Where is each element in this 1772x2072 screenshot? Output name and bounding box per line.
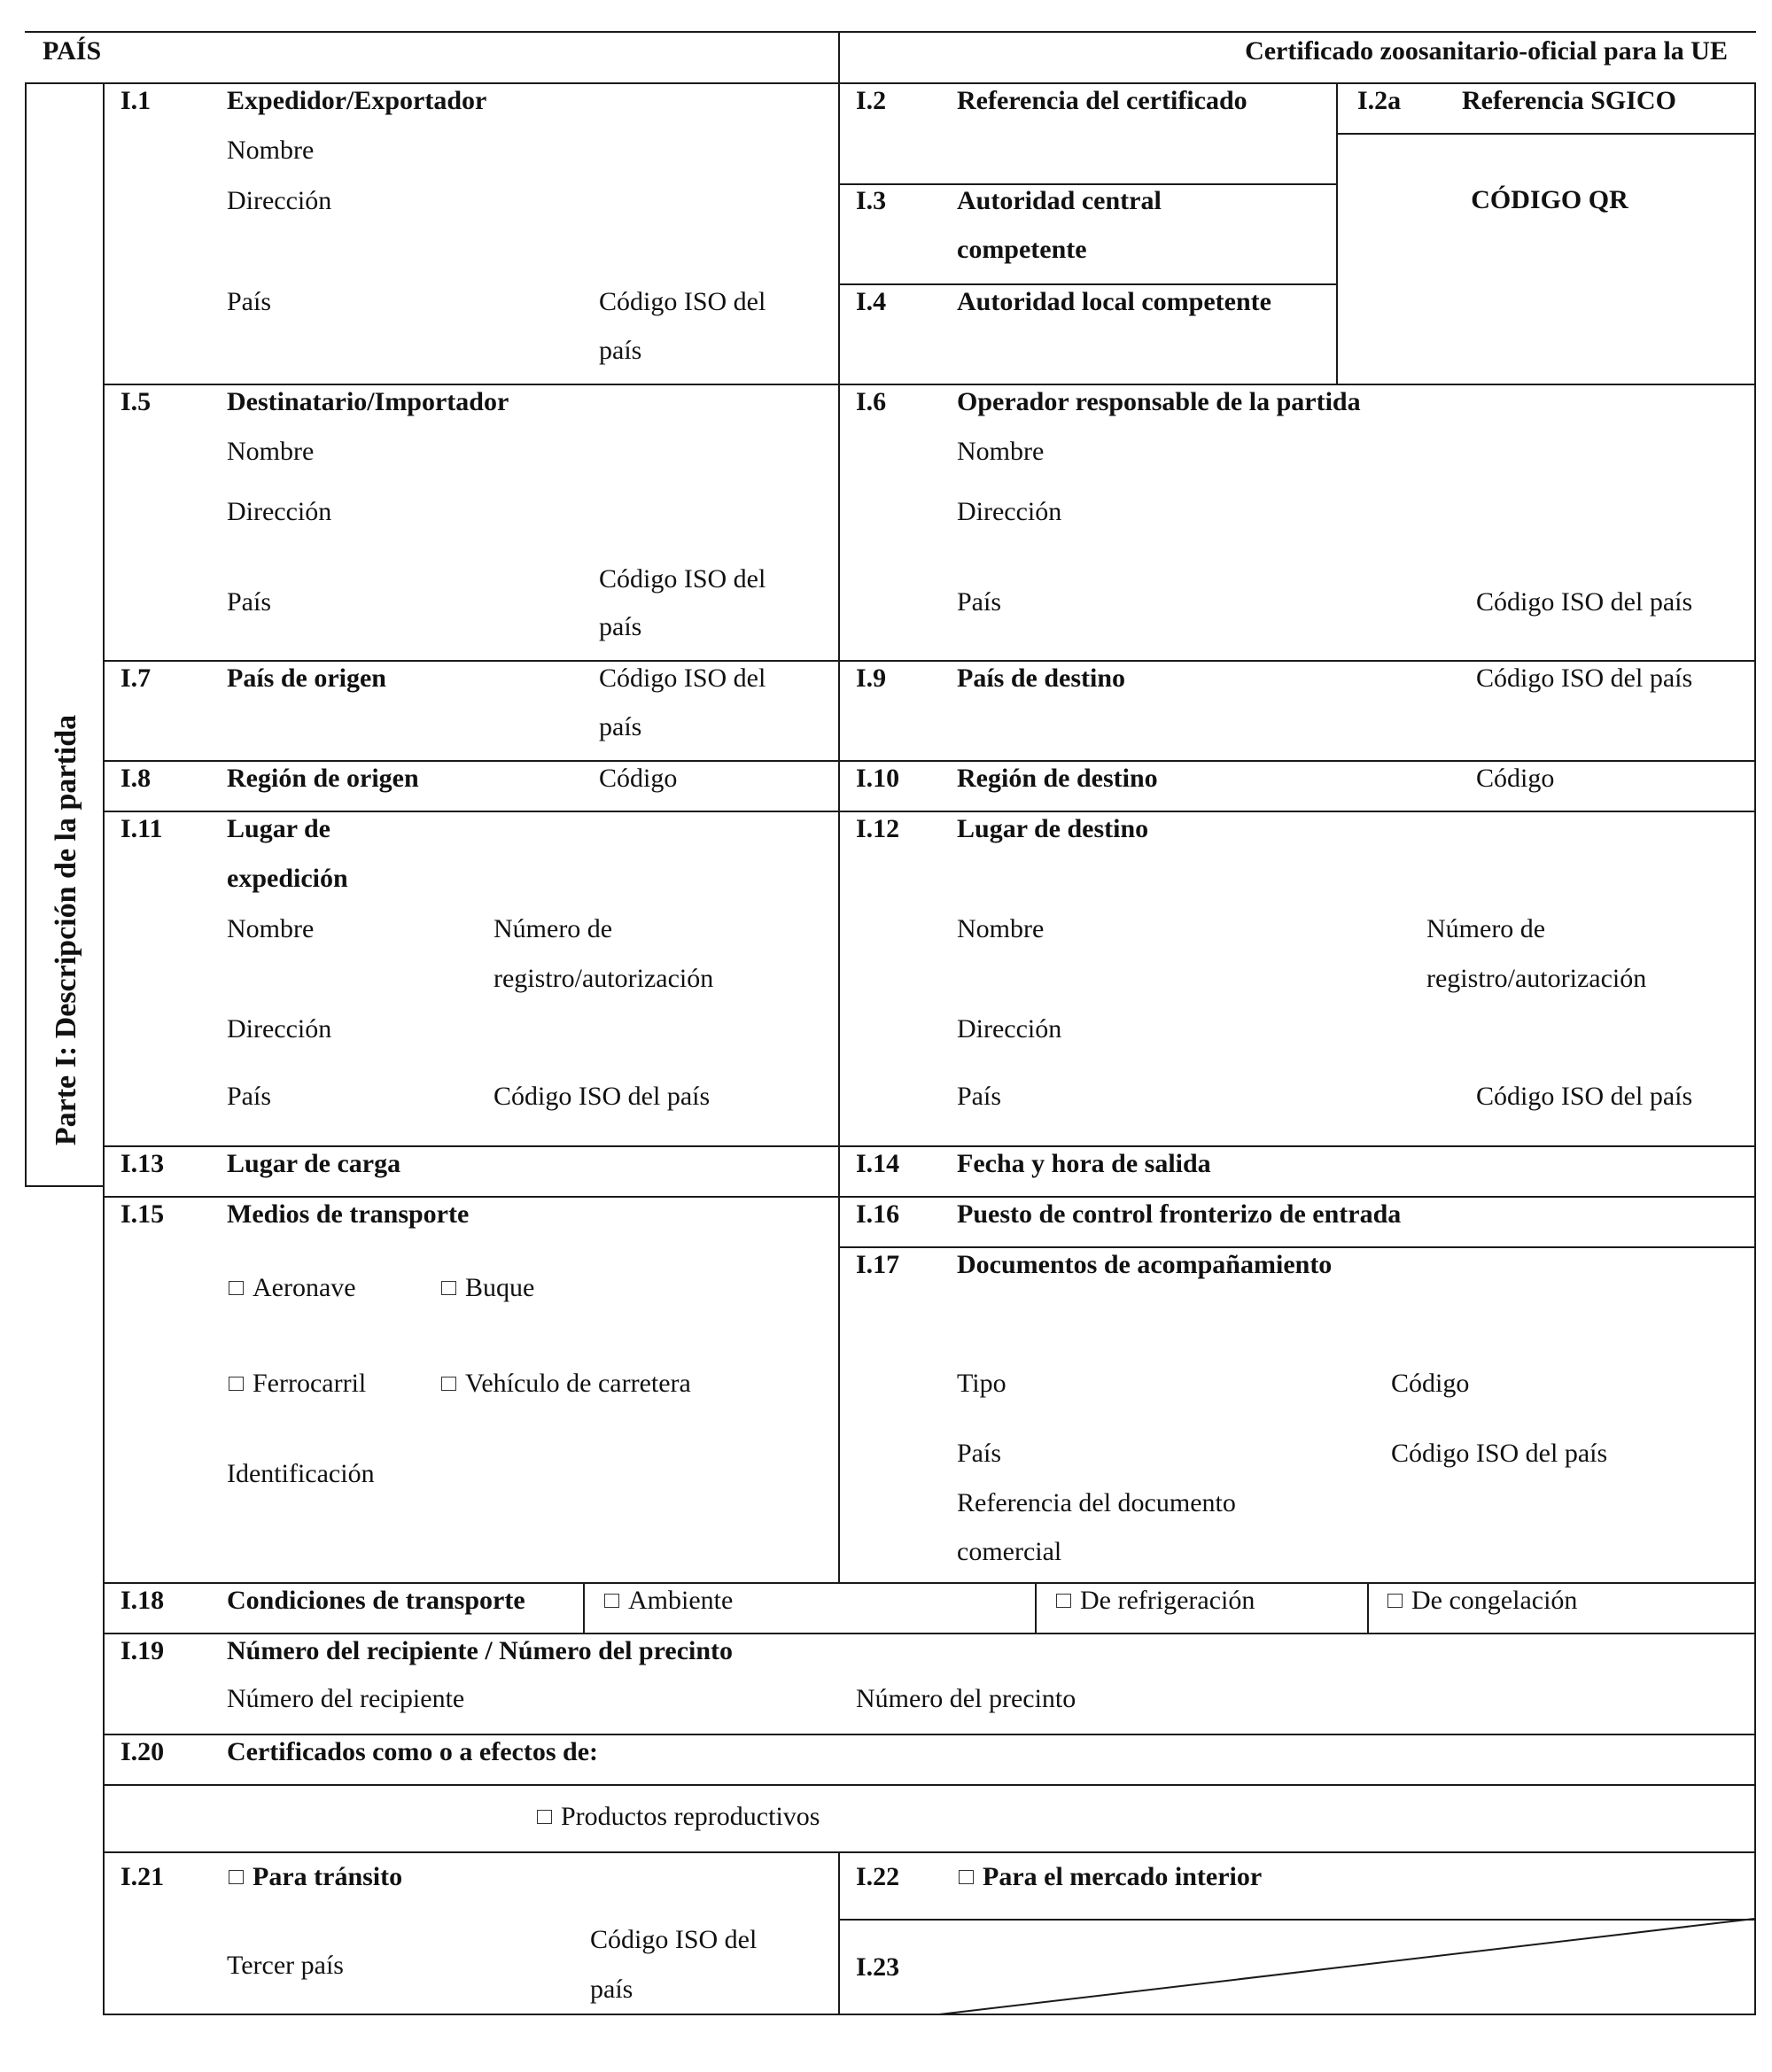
field-label-commercial-reference-cont: comercial xyxy=(957,1537,1062,1566)
field-label-iso: Código ISO del xyxy=(590,1925,758,1954)
box-title: Autoridad local competente xyxy=(957,287,1271,316)
field-label-registration: Número de xyxy=(1426,914,1546,943)
field-label-name: Nombre xyxy=(227,914,315,943)
field-label-name: Nombre xyxy=(227,136,315,165)
field-label-type: Tipo xyxy=(957,1369,1006,1398)
field-label-iso-cont: país xyxy=(599,712,642,741)
box-number: I.4 xyxy=(856,287,887,316)
field-label-address: Dirección xyxy=(227,1014,332,1044)
box-number: I.21 xyxy=(120,1862,165,1891)
field-label-registration: Número de xyxy=(494,914,613,943)
box-title: Referencia del certificado xyxy=(957,86,1247,115)
box-number: I.14 xyxy=(856,1149,900,1178)
field-label-country: País xyxy=(957,1082,1002,1111)
box-title: Autoridad central xyxy=(957,186,1162,215)
box-number: I.15 xyxy=(120,1199,165,1229)
checkbox-icon xyxy=(1056,1594,1071,1608)
box-number: I.13 xyxy=(120,1149,165,1178)
part-one-side-title: Parte I: Descripción de la partida xyxy=(50,714,82,1146)
box-number: I.1 xyxy=(120,86,152,115)
box-title: Lugar de carga xyxy=(227,1149,401,1178)
box-title: Lugar de xyxy=(227,814,330,843)
checkbox-icon xyxy=(441,1377,456,1391)
box-number: I.16 xyxy=(856,1199,900,1229)
box-number: I.2a xyxy=(1357,86,1402,115)
box-number: I.18 xyxy=(120,1586,165,1615)
box-number: I.23 xyxy=(856,1952,900,1982)
header-country: PAÍS xyxy=(43,36,102,66)
box-title: Medios de transporte xyxy=(227,1199,470,1229)
field-label-identification: Identificación xyxy=(227,1459,375,1488)
checkbox-ship[interactable] xyxy=(441,1272,534,1304)
checkbox-label: Para tránsito xyxy=(253,1862,403,1891)
field-label-container-number: Número del recipiente xyxy=(227,1684,465,1713)
checkbox-label: Para el mercado interior xyxy=(983,1862,1263,1891)
box-number: I.2 xyxy=(856,86,887,115)
field-label-code: Código xyxy=(1476,764,1555,793)
box-number: I.12 xyxy=(856,814,900,843)
box-number: I.3 xyxy=(856,186,887,215)
box-title: Referencia SGICO xyxy=(1462,86,1676,115)
checkbox-label: De refrigeración xyxy=(1080,1586,1255,1615)
field-label-address: Dirección xyxy=(227,186,332,215)
checkbox-label: Buque xyxy=(465,1273,535,1302)
field-label-iso: Código ISO del xyxy=(599,564,766,594)
box-number: I.5 xyxy=(120,387,152,416)
field-label-iso: Código ISO del país xyxy=(1476,664,1693,693)
field-label-country: País xyxy=(957,1439,1002,1468)
box-title-cont: expedición xyxy=(227,864,348,893)
field-label-iso-cont: país xyxy=(599,612,642,641)
checkbox-ambient[interactable] xyxy=(604,1585,733,1617)
checkbox-railway[interactable] xyxy=(229,1368,366,1400)
box-title: Certificados como o a efectos de: xyxy=(227,1737,599,1766)
box-title: Destinatario/Importador xyxy=(227,387,509,416)
field-label-name: Nombre xyxy=(957,914,1045,943)
box-number: I.17 xyxy=(856,1250,900,1279)
checkbox-road-vehicle[interactable] xyxy=(441,1368,691,1400)
box-number: I.7 xyxy=(120,664,152,693)
field-label-iso-cont: país xyxy=(590,1975,633,2004)
box-number: I.20 xyxy=(120,1737,165,1766)
box-title: Expedidor/Exportador xyxy=(227,86,487,115)
field-label-iso: Código ISO del país xyxy=(494,1082,711,1111)
box-number: I.22 xyxy=(856,1862,900,1891)
field-label-registration-cont: registro/autorización xyxy=(494,964,714,993)
checkbox-aircraft[interactable] xyxy=(229,1272,356,1304)
box-number: I.11 xyxy=(120,814,163,843)
box-number: I.8 xyxy=(120,764,152,793)
checkbox-label: Aeronave xyxy=(253,1273,356,1302)
box-title: Región de origen xyxy=(227,764,419,793)
field-label-name: Nombre xyxy=(227,437,315,466)
field-label-commercial-reference: Referencia del documento xyxy=(957,1488,1236,1517)
checkbox-icon xyxy=(229,1281,244,1295)
box-title: Número del recipiente / Número del precinto xyxy=(227,1636,734,1665)
checkbox-icon xyxy=(441,1281,456,1295)
box-title: Región de destino xyxy=(957,764,1158,793)
box-title: País de origen xyxy=(227,664,386,693)
checkbox-label: Productos reproductivos xyxy=(561,1802,820,1831)
field-label-iso: Código ISO del xyxy=(599,287,766,316)
field-label-code: Código xyxy=(1391,1369,1470,1398)
field-label-code: Código xyxy=(599,764,678,793)
box-title: Condiciones de transporte xyxy=(227,1586,525,1615)
box-title: Operador responsable de la partida xyxy=(957,387,1361,416)
box-title: Puesto de control fronterizo de entrada xyxy=(957,1199,1402,1229)
checkbox-label: Ambiente xyxy=(628,1586,734,1615)
certificate-title: Certificado zoosanitario-oficial para la UE xyxy=(1245,36,1728,66)
box-number: I.10 xyxy=(856,764,900,793)
box-title: País de destino xyxy=(957,664,1126,693)
checkbox-frozen[interactable] xyxy=(1387,1585,1577,1617)
box-number: I.19 xyxy=(120,1636,165,1665)
field-label-iso: Código ISO del país xyxy=(1476,1082,1693,1111)
checkbox-label: De congelación xyxy=(1411,1586,1578,1615)
checkbox-label: Ferrocarril xyxy=(253,1369,367,1398)
checkbox-label: Vehículo de carretera xyxy=(465,1369,691,1398)
field-label-name: Nombre xyxy=(957,437,1045,466)
field-label-address: Dirección xyxy=(227,497,332,526)
checkbox-reproductive-products[interactable] xyxy=(537,1801,820,1833)
box-title: Fecha y hora de salida xyxy=(957,1149,1211,1178)
field-label-country: País xyxy=(227,587,272,617)
checkbox-transit[interactable] xyxy=(229,1861,402,1893)
field-label-address: Dirección xyxy=(957,497,1062,526)
field-label-iso: Código ISO del país xyxy=(1391,1439,1608,1468)
field-label-iso-cont: país xyxy=(599,336,642,365)
checkbox-icon xyxy=(959,1870,974,1884)
box-title: Lugar de destino xyxy=(957,814,1149,843)
field-label-seal-number: Número del precinto xyxy=(856,1684,1076,1713)
checkbox-icon xyxy=(229,1377,244,1391)
qr-code-label: CÓDIGO QR xyxy=(1471,185,1628,214)
checkbox-icon xyxy=(537,1810,552,1824)
box-number: I.9 xyxy=(856,664,887,693)
checkbox-chilled[interactable] xyxy=(1056,1585,1255,1617)
checkbox-icon xyxy=(1387,1594,1403,1608)
field-label-country: País xyxy=(227,287,272,316)
field-label-country: País xyxy=(957,587,1002,617)
field-label-iso: Código ISO del país xyxy=(1476,587,1693,617)
field-label-country: País xyxy=(227,1082,272,1111)
box-number: I.6 xyxy=(856,387,887,416)
checkbox-icon xyxy=(604,1594,619,1608)
qr-code-placeholder xyxy=(1345,135,1754,383)
box-title: Documentos de acompañamiento xyxy=(957,1250,1333,1279)
field-label-address: Dirección xyxy=(957,1014,1062,1044)
field-label-third-country: Tercer país xyxy=(227,1951,344,1980)
box-title-cont: competente xyxy=(957,235,1087,264)
checkbox-icon xyxy=(229,1870,244,1884)
field-label-iso: Código ISO del xyxy=(599,664,766,693)
field-label-registration-cont: registro/autorización xyxy=(1426,964,1647,993)
checkbox-internal-market[interactable] xyxy=(959,1861,1262,1893)
